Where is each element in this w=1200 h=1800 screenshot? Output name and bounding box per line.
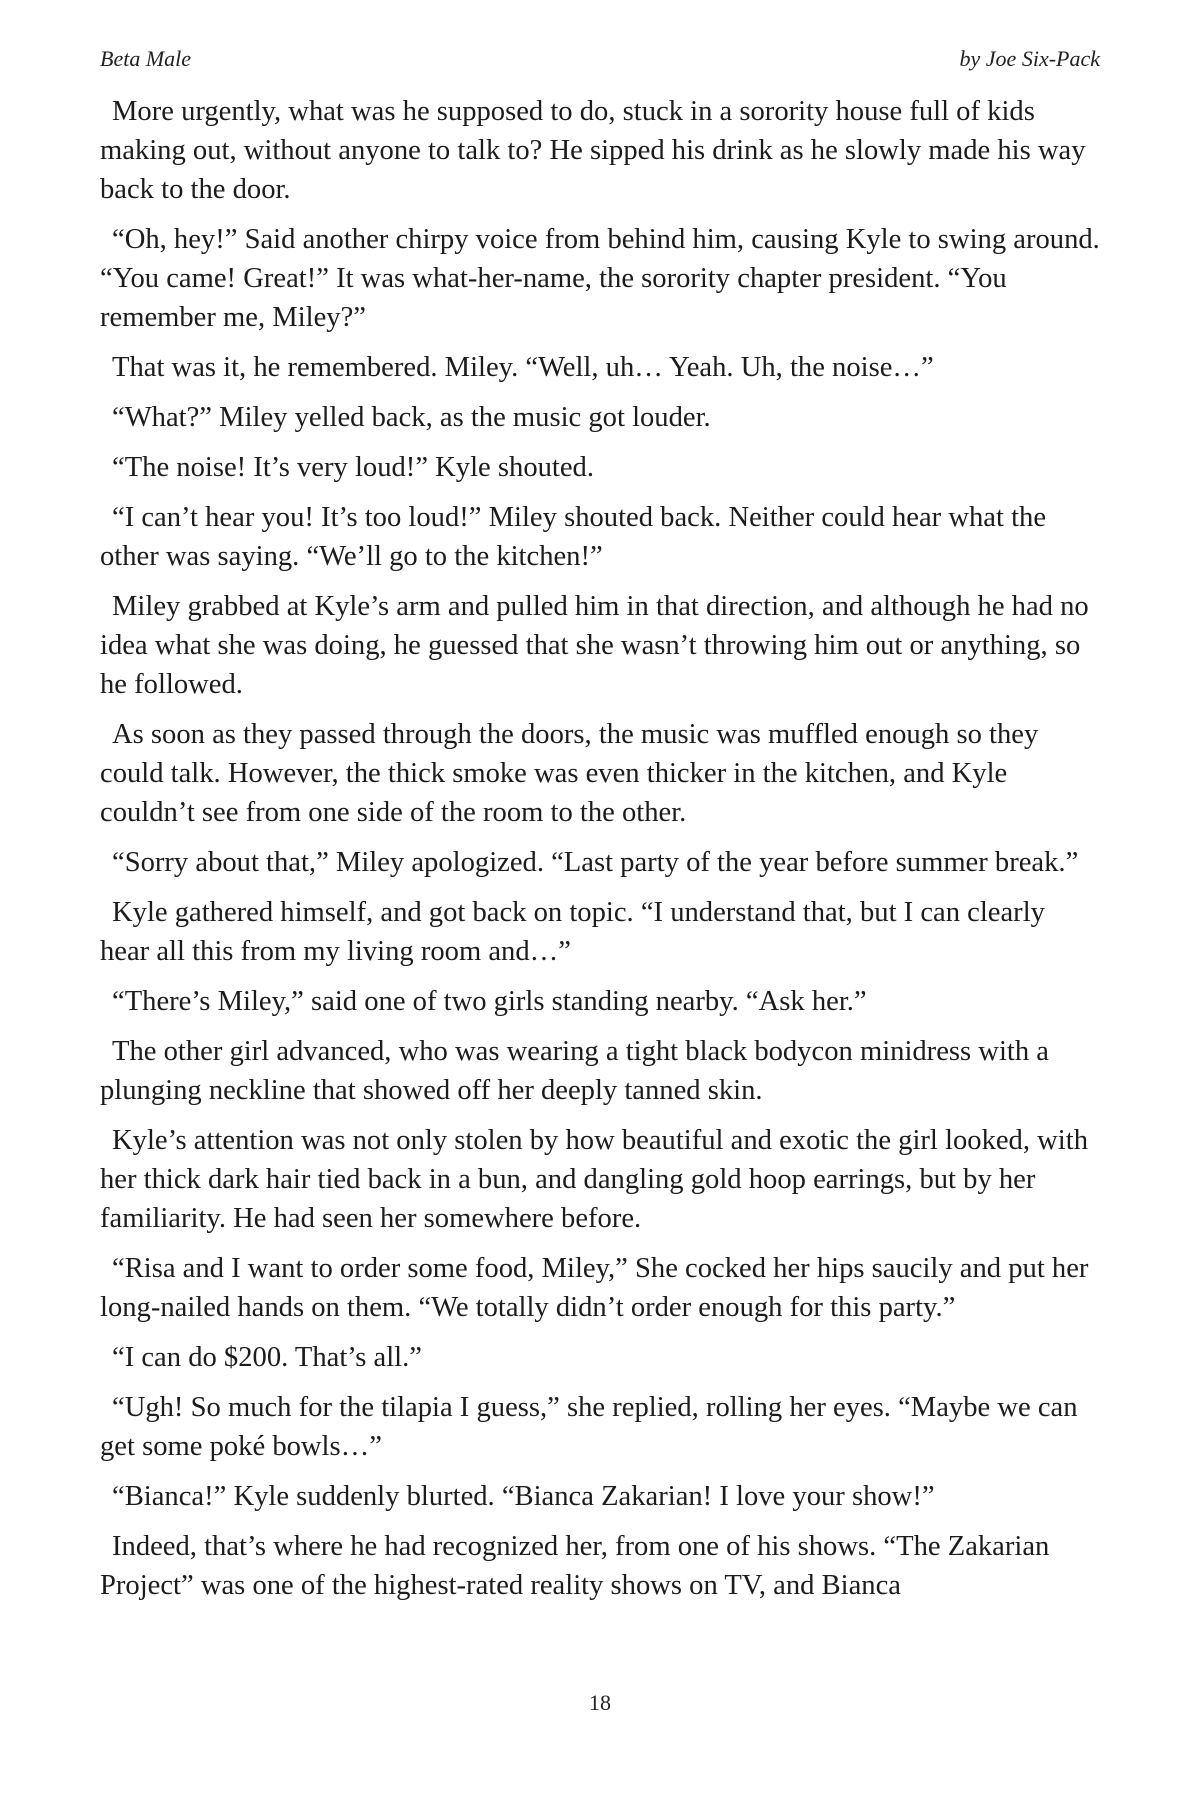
paragraph: As soon as they passed through the doors, the music was muffled enough so they could talk. However, the thick smoke was even thicker in the kitchen, and Kyle couldn’t see from one side of the room to the other.: [100, 719, 1039, 828]
paragraph: That was it, he remembered. Miley. “Well, uh… Yeah. Uh, the noise…”: [112, 352, 934, 383]
header-book-title: Beta Male: [100, 46, 192, 71]
page-number: 18: [589, 1690, 611, 1715]
paragraph: “The noise! It’s very loud!” Kyle shouted.: [112, 452, 594, 483]
paragraph: Indeed, that’s where he had recognized her, from one of his shows. “The Zakarian Project” was one of the highest-rated reality shows on TV, and Bianca: [100, 1531, 1050, 1601]
paragraph: “Sorry about that,” Miley apologized. “Last party of the year before summer break.”: [112, 847, 1079, 878]
paragraph: Miley grabbed at Kyle’s arm and pulled him in that direction, and although he had no idea what she was doing, he guessed that she wasn’t throwing him out or anything, so he followed.: [100, 591, 1089, 700]
paragraph: “Bianca!” Kyle suddenly blurted. “Bianca Zakarian! I love your show!”: [112, 1481, 935, 1512]
paragraph: “I can do $200. That’s all.”: [112, 1342, 422, 1373]
paragraph: “Oh, hey!” Said another chirpy voice from behind him, causing Kyle to swing around. “You came! Great!” It was what-her-name, the sorority chapter president. “You remember me, Miley?”: [100, 224, 1100, 333]
body-text: [100, 92, 1100, 1616]
paragraph: “Risa and I want to order some food, Miley,” She cocked her hips saucily and put her long-nailed hands on them. “We totally didn’t order enough for this party.”: [100, 1253, 1089, 1323]
paragraph: Kyle’s attention was not only stolen by how beautiful and exotic the girl looked, with her thick dark hair tied back in a bun, and dangling gold hoop earrings, but by her familiarity. He had seen her somewhere before.: [100, 1125, 1088, 1234]
paragraph: Kyle gathered himself, and got back on topic. “I understand that, but I can clearly hear all this from my living room and…”: [100, 897, 1045, 967]
paragraph: “I can’t hear you! It’s too loud!” Miley shouted back. Neither could hear what the other was saying. “We’ll go to the kitchen!”: [100, 502, 1047, 572]
paragraph: “What?” Miley yelled back, as the music got louder.: [112, 402, 711, 433]
paragraph: “Ugh! So much for the tilapia I guess,” she replied, rolling her eyes. “Maybe we can get some poké bowls…”: [100, 1392, 1078, 1462]
running-header: [100, 46, 1100, 76]
paragraph: More urgently, what was he supposed to do, stuck in a sorority house full of kids making out, without anyone to talk to? He sipped his drink as he slowly made his way back to the door.: [100, 96, 1086, 205]
paragraph: The other girl advanced, who was wearing a tight black bodycon minidress with a plunging neckline that showed off her deeply tanned skin.: [100, 1036, 1049, 1106]
paragraph: “There’s Miley,” said one of two girls standing nearby. “Ask her.”: [112, 986, 867, 1017]
header-author: by Joe Six-Pack: [959, 46, 1100, 71]
